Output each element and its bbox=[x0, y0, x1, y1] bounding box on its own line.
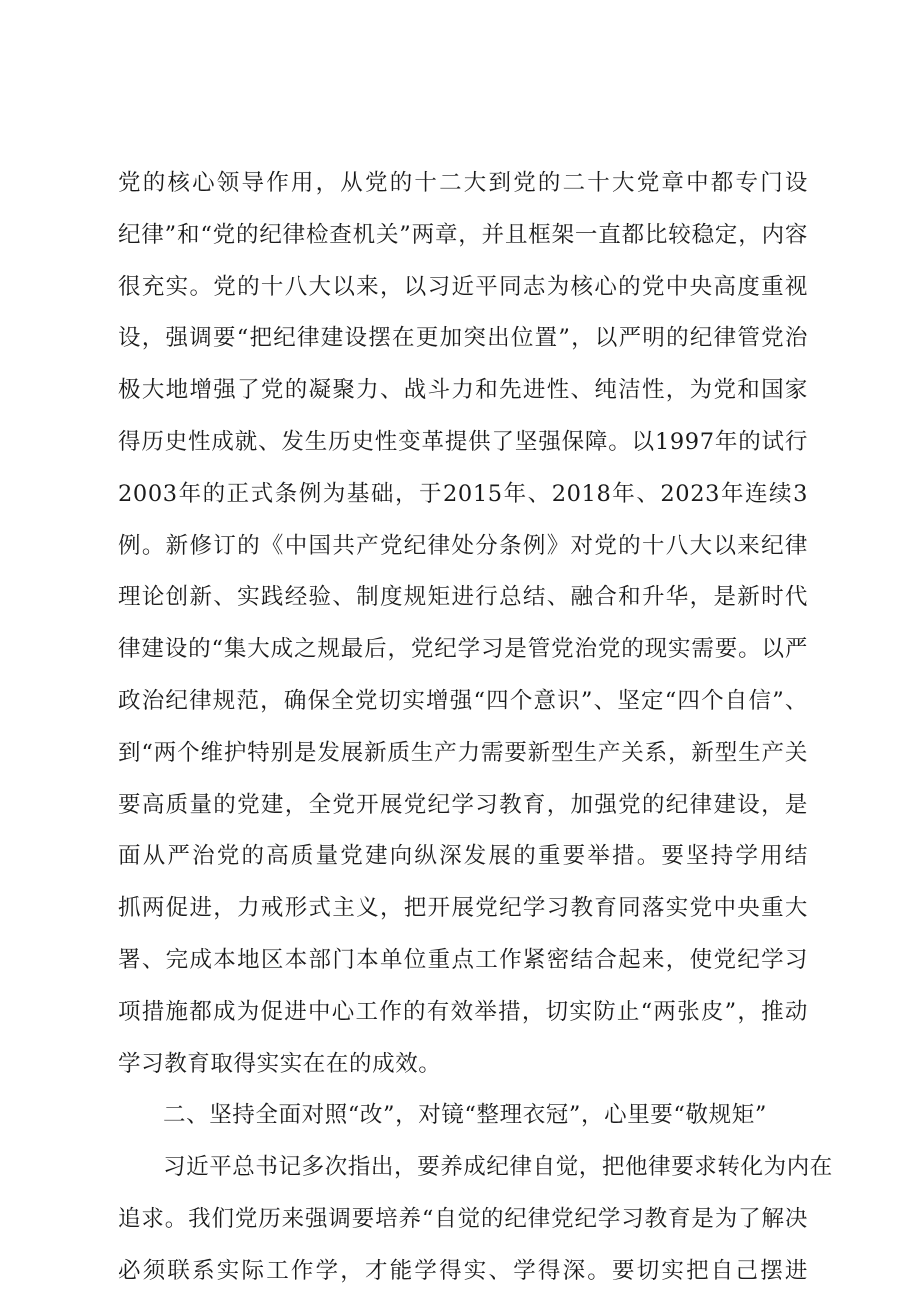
paragraph-line: 极大地增强了党的凝聚力、战斗力和先进性、纯洁性，为党和国家 bbox=[118, 377, 808, 404]
paragraph-line: 抓两促进，力戒形式主义，把开展党纪学习教育同落实党中央重大 bbox=[118, 895, 808, 922]
paragraph-line: 政治纪律规范，确保全党切实增强“四个意识”、坚定“四个自信”、 bbox=[118, 687, 808, 714]
paragraph-line: 追求。我们党历来强调要培养“自觉的纪律党纪学习教育是为了解决 bbox=[118, 1205, 808, 1232]
paragraph-2 bbox=[118, 1142, 833, 1297]
paragraph-line: 习近平总书记多次指出，要养成纪律自觉，把他律要求转化为内在 bbox=[163, 1154, 833, 1181]
paragraph-line: 署、完成本地区本部门本单位重点工作紧密结合起来，使党纪学习 bbox=[118, 946, 808, 973]
paragraph-line: 项措施都成为促进中心工作的有效举措，切实防止“两张皮”，推动 bbox=[118, 998, 808, 1025]
paragraph-line: 党的核心领导作用，从党的十二大到党的二十大党章中都专门设 bbox=[118, 170, 808, 196]
paragraph-line: 2003年的正式条例为基础，于2015年、2018年、2023年连续3 bbox=[118, 480, 808, 507]
paragraph-line: 律建设的“集大成之规最后，党纪学习是管党治党的现实需要。以严 bbox=[118, 636, 808, 663]
section-heading-text: 二、坚持全面对照“改”，对镜“整理衣冠”，心里要“敬规矩” bbox=[163, 1102, 767, 1129]
paragraph-line: 设，强调要“把纪律建设摆在更加突出位置”，以严明的纪律管党治 bbox=[118, 325, 808, 352]
paragraph-1 bbox=[118, 158, 808, 1090]
paragraph-line: 要高质量的党建，全党开展党纪学习教育，加强党的纪律建设，是 bbox=[118, 791, 808, 818]
paragraph-line: 很充实。党的十八大以来，以习近平同志为核心的党中央高度重视 bbox=[118, 273, 808, 300]
paragraph-line: 到“两个维护特别是发展新质生产力需要新型生产关系，新型生产关 bbox=[118, 739, 808, 766]
paragraph-line: 例。新修订的《中国共产党纪律处分条例》对党的十八大以来纪律 bbox=[118, 532, 808, 559]
paragraph-line: 理论创新、实践经验、制度规矩进行总结、融合和升华，是新时代 bbox=[118, 584, 808, 611]
section-heading bbox=[118, 1090, 808, 1142]
paragraph-line: 得历史性成就、发生历史性变革提供了坚强保障。以1997年的试行 bbox=[118, 428, 808, 455]
paragraph-line: 纪律”和“党的纪律检查机关”两章，并且框架一直都比较稳定，内容 bbox=[118, 221, 808, 248]
paragraph-line: 必须联系实际工作学，才能学得实、学得深。要切实把自己摆进 bbox=[118, 1257, 808, 1284]
paragraph-line: 学习教育取得实实在在的成效。 bbox=[118, 1050, 442, 1077]
paragraph-line: 面从严治党的高质量党建向纵深发展的重要举措。要坚持学用结 bbox=[118, 843, 808, 870]
document-body bbox=[118, 158, 833, 1298]
